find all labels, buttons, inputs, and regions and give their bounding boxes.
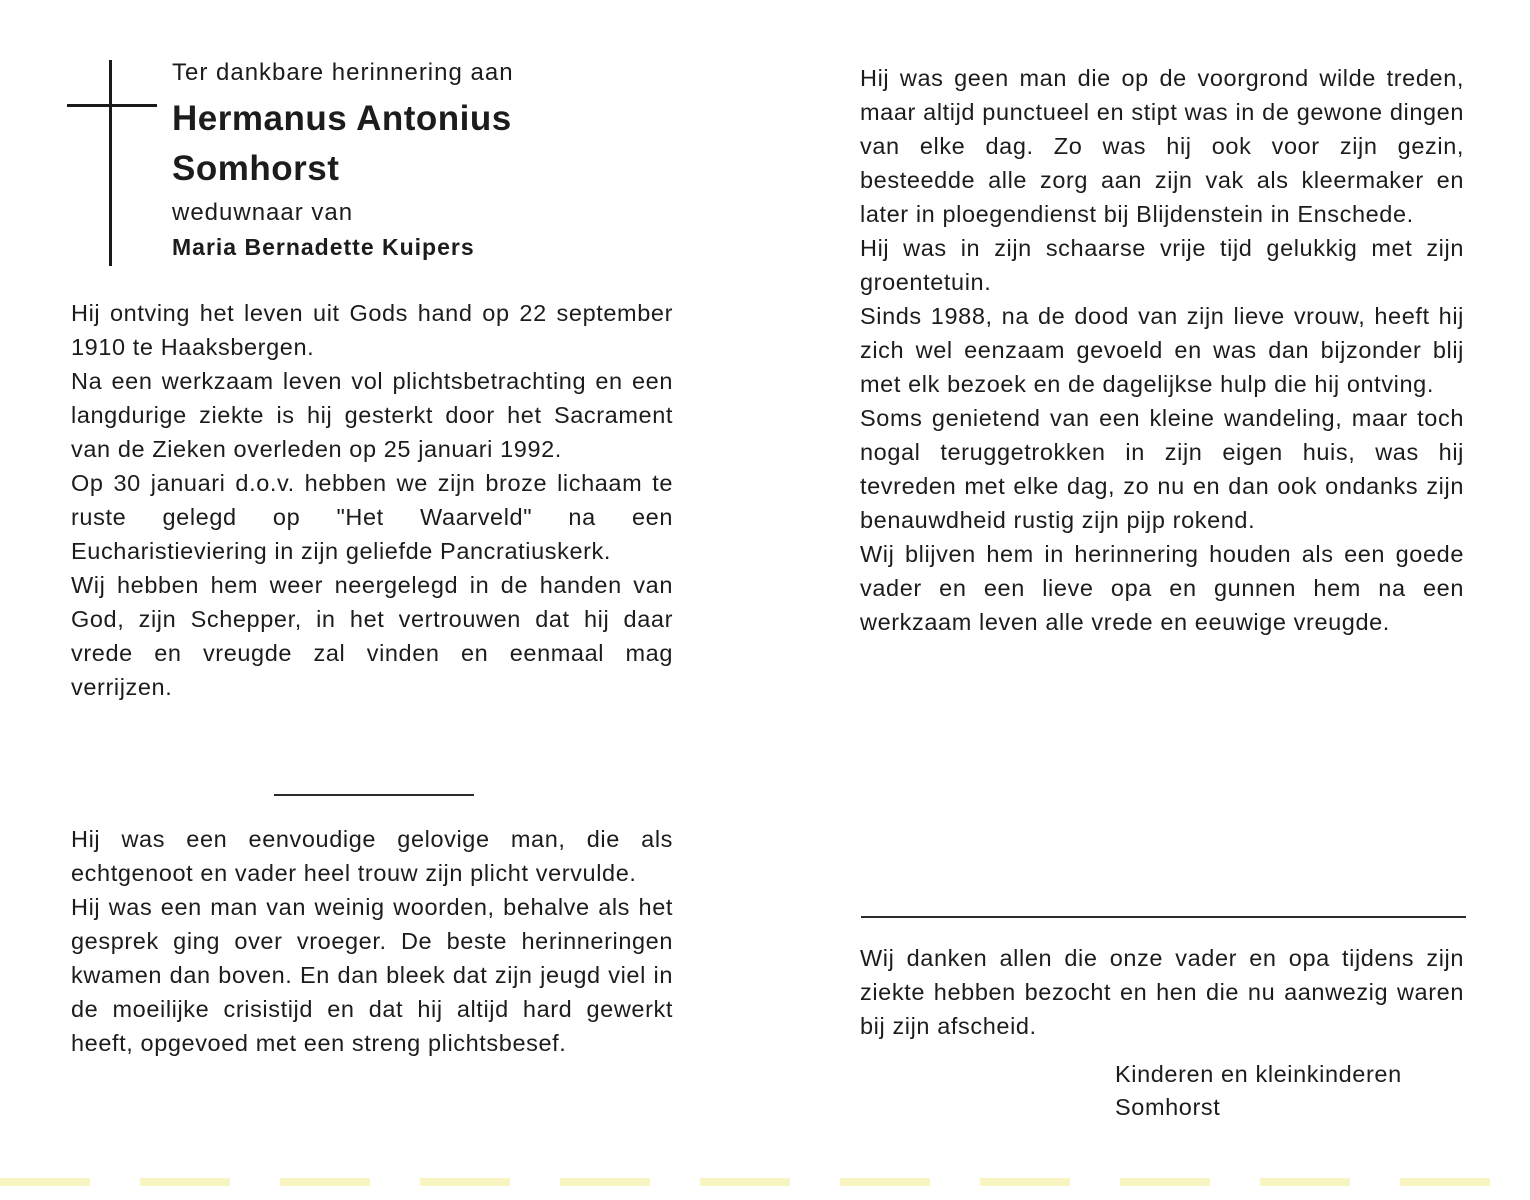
spouse-name: Maria Bernadette Kuipers <box>172 234 475 260</box>
paragraph: Hij was in zijn schaarse vrije tijd gelukkig met zijn groentetuin. <box>860 235 1464 295</box>
right-text-block-1 <box>860 61 1464 639</box>
paragraph: Hij ontving het leven uit Gods hand op 22 september 1910 te Haaksbergen. <box>71 300 673 360</box>
paragraph: Hij was een man van weinig woorden, behalve als het gesprek ging over vroeger. De beste herinneringen kwamen dan boven. En dan bleek dat zijn jeugd viel in de moeilijke crisistijd en dat hij altijd hard gewerkt heeft, opgevoed met een streng plichtsbesef. <box>71 894 673 1056</box>
left-text-block-1 <box>71 296 673 704</box>
deceased-name-line2: Somhorst <box>172 149 340 188</box>
cross-icon-bar <box>67 104 157 107</box>
paragraph: Na een werkzaam leven vol plichtsbetrachting en een langdurige ziekte is hij gesterkt door het Sacrament van de Zieken overleden op 25 januari 1992. <box>71 368 673 462</box>
paragraph: Hij was een eenvoudige gelovige man, die als echtgenoot en vader heel trouw zijn plicht vervulde. <box>71 826 673 886</box>
left-text-block-2 <box>71 822 673 1060</box>
paragraph: Soms genietend van een kleine wandeling, maar toch nogal teruggetrokken in zijn eigen huis, was hij tevreden met elke dag, zo nu en dan ook ondanks zijn benauwdheid rustig zijn pijp rokend. <box>860 405 1464 533</box>
paragraph: Sinds 1988, na de dood van zijn lieve vrouw, heeft hij zich wel eenzaam gevoeld en was dan bijzonder blij met elk bezoek en de dagelijkse hulp die hij ontving. <box>860 303 1464 397</box>
divider-short <box>274 794 474 796</box>
paragraph: Wij hebben hem weer neergelegd in de handen van God, zijn Schepper, in het vertrouwen dat hij daar vrede en vreugde zal vinden en eenmaal mag verrijzen. <box>71 572 673 700</box>
thanks-block <box>860 941 1464 1043</box>
signoff-line1: Kinderen en kleinkinderen <box>1115 1061 1402 1087</box>
header <box>172 56 732 264</box>
paragraph: Op 30 januari d.o.v. hebben we zijn broze lichaam te ruste gelegd op "Het Waarveld" na een Eucharistieviering in zijn geliefde Pancratiuskerk. <box>71 470 673 564</box>
deceased-name-line1: Hermanus Antonius <box>172 99 512 138</box>
widower-label: weduwnaar van <box>172 199 354 226</box>
thanks-text: Wij danken allen die onze vader en opa tijdens zijn ziekte hebben bezocht en hen die nu aanwezig waren bij zijn afscheid. <box>860 945 1464 1039</box>
card-edge-mark <box>0 1178 1530 1186</box>
signoff-line2: Somhorst <box>1115 1094 1221 1120</box>
divider-long <box>861 916 1466 918</box>
paragraph: Hij was geen man die op de voorgrond wilde treden, maar altijd punctueel en stipt was in de gewone dingen van elke dag. Zo was hij ook voor zijn gezin, besteedde alle zorg aan zijn vak als kleermaker en later in ploegendienst bij Blijdenstein in Enschede. <box>860 65 1464 227</box>
signoff <box>1115 1058 1402 1124</box>
header-intro: Ter dankbare herinnering aan <box>172 59 514 86</box>
cross-icon <box>109 60 112 266</box>
paragraph: Wij blijven hem in herinnering houden als een goede vader en een lieve opa en gunnen hem na een werkzaam leven alle vrede en eeuwige vreugde. <box>860 541 1464 635</box>
